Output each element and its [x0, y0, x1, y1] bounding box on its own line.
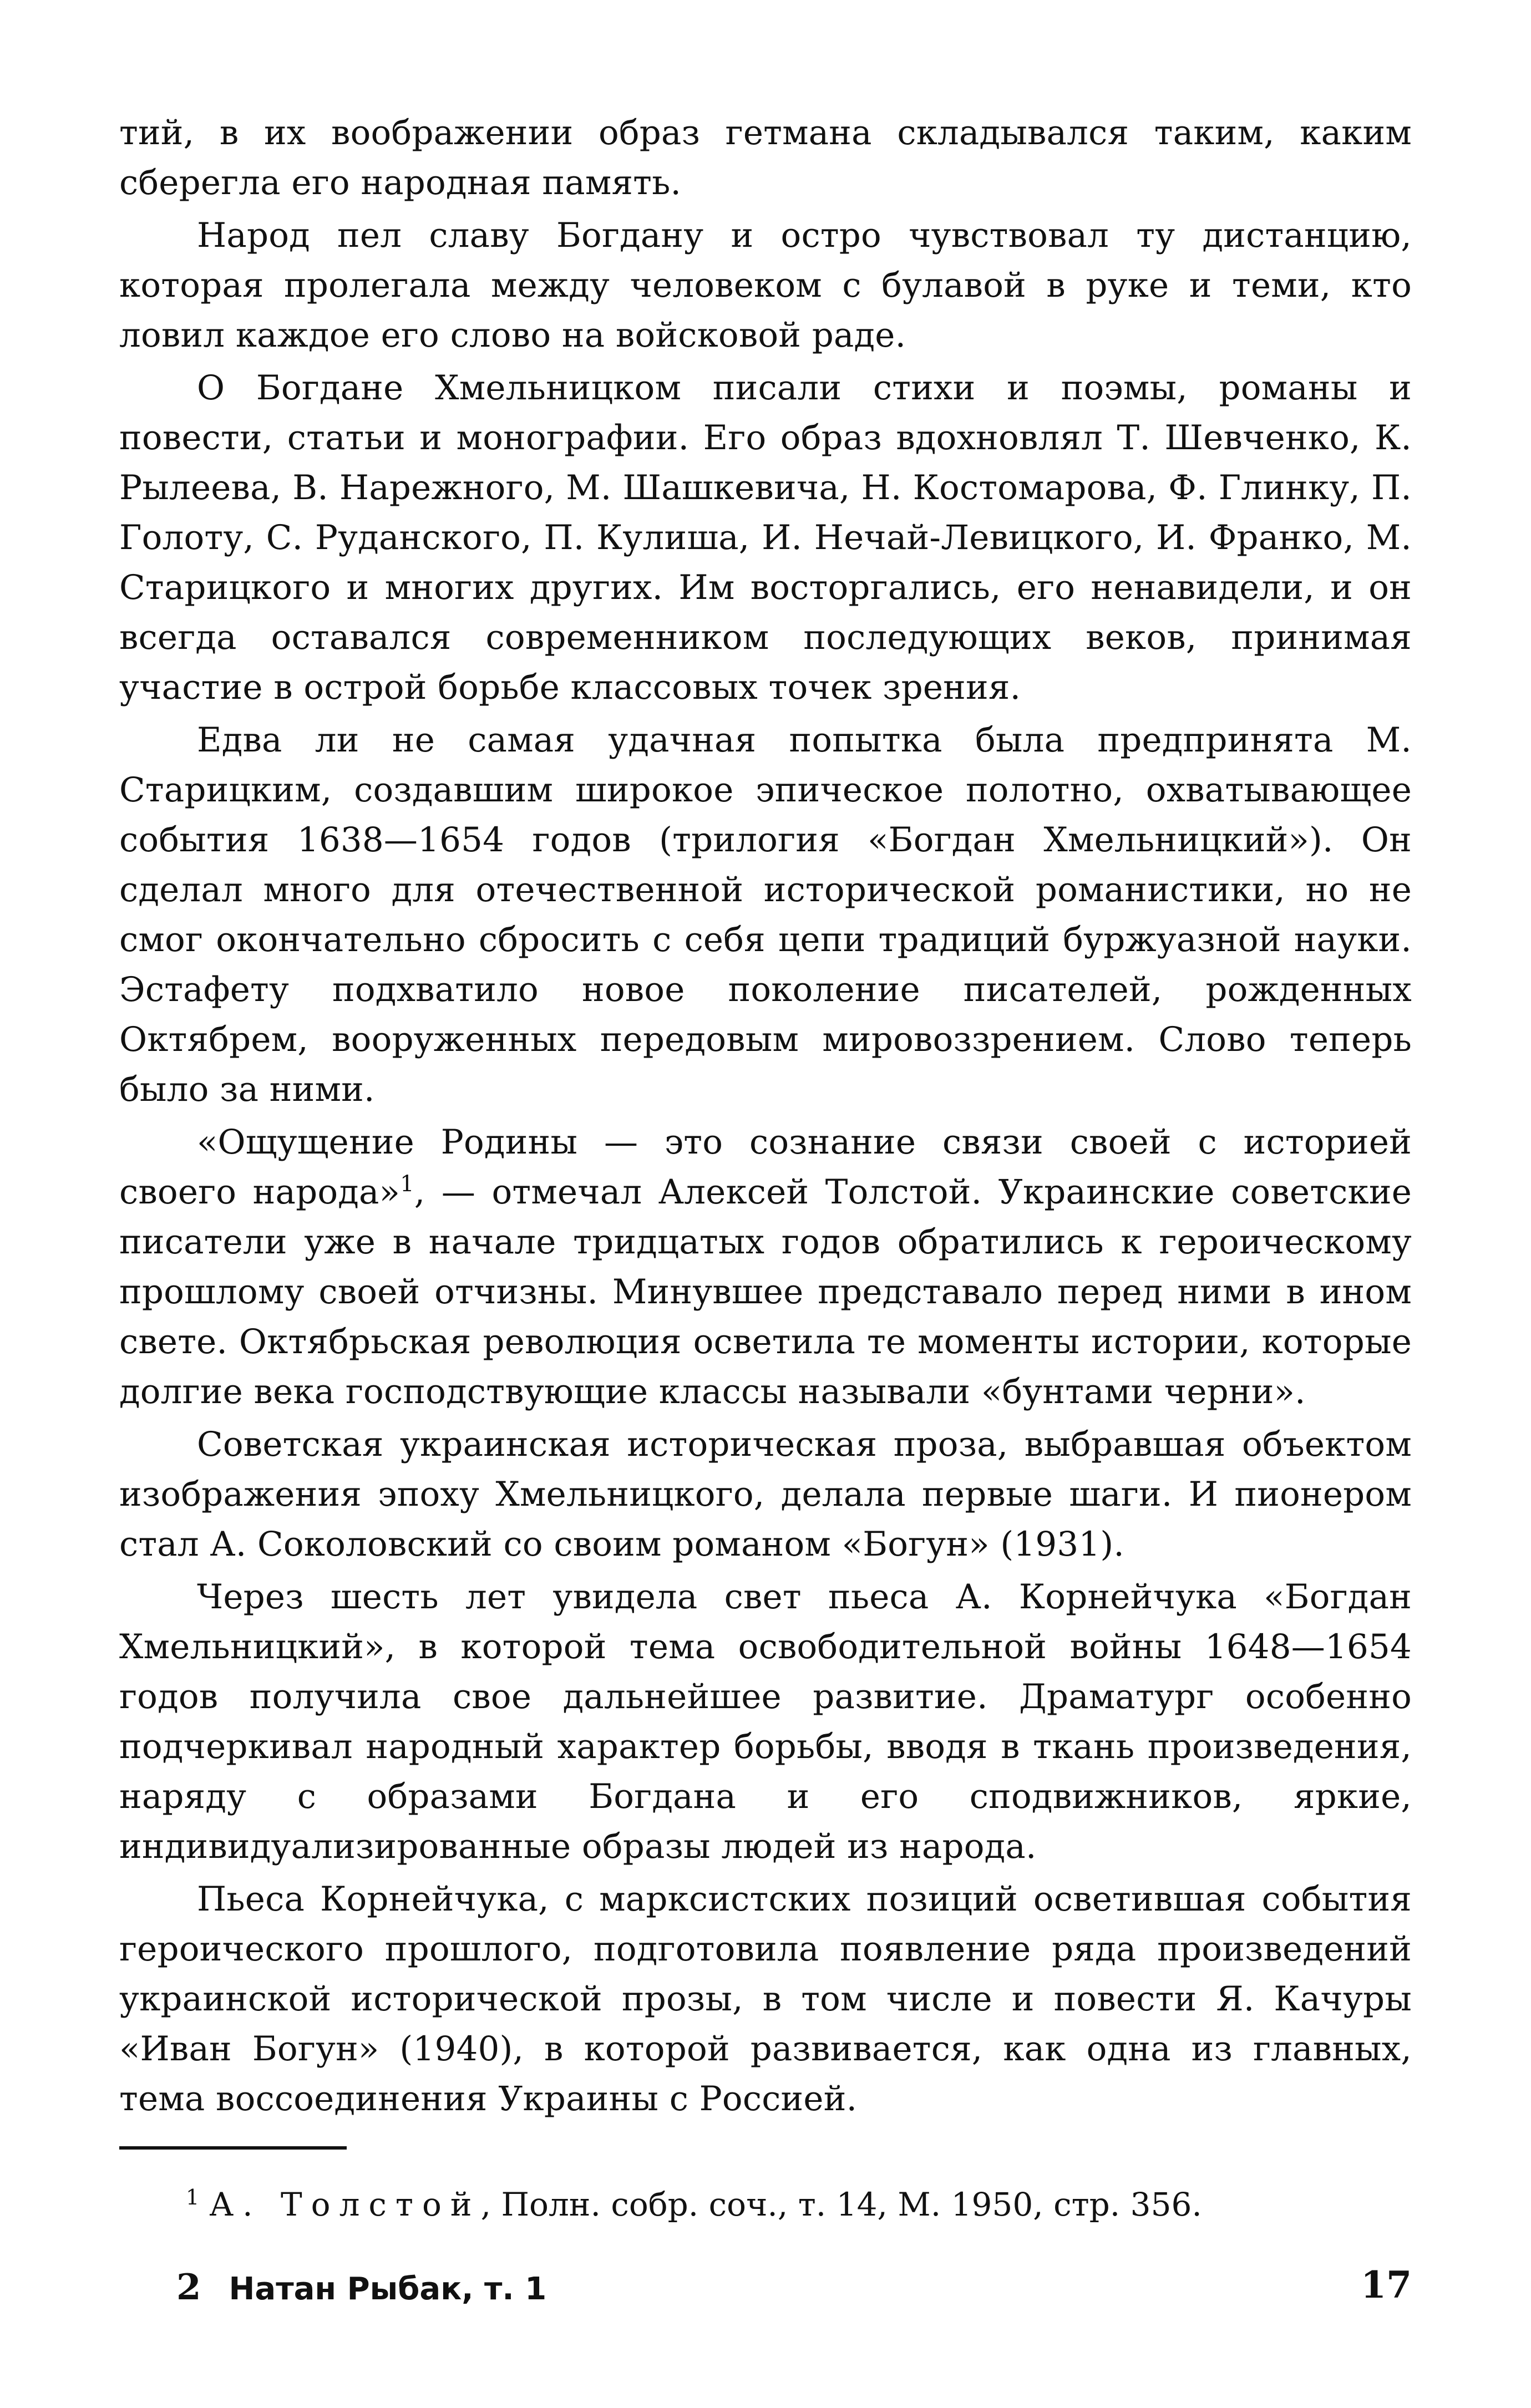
footnote-citation: , Полн. собр. соч., т. 14, М. 1950, стр. 356. [480, 2186, 1202, 2223]
page-number: 17 [1361, 2263, 1412, 2307]
signature-number: 2 [176, 2267, 201, 2308]
paragraph-continuation: тий, в их воображении образ гетмана складывался таким, каким сберегла его народная память. [119, 113, 1412, 202]
paragraph-korneichuk-legacy: Пьеса Корнейчука, с марксистских позиций осветившая события героического прошлого, подготовила появление ряда произведений украинской исторической прозы, в том числе и повести Я. Качуры «Иван Богун» (1940), в которой развивается, как одна из главных, тема воссоединения Украины с Россией. [119, 1879, 1412, 2119]
paragraph-korneichuk-play: Через шесть лет увидела свет пьеса А. Корнейчука «Богдан Хмельницкий», в которой тема освободительной войны 1648—1654 годов получила свое дальнейшее развитие. Драматург особенно подчеркивал народный характер борьбы, вводя в ткань произведения, наряду с образами Богдана и его сподвижников, яркие, индивидуализированные образы людей из народа. [119, 1577, 1412, 1866]
footnote-marker: 1 [186, 2185, 200, 2209]
footnote-divider [119, 2146, 347, 2150]
paragraph-tolstoy-quote [119, 1117, 1412, 1417]
footnote [186, 2182, 1417, 2227]
paragraph-writers-list: О Богдане Хмельницком писали стихи и поэмы, романы и повести, статьи и монографии. Его образ вдохновлял Т. Шевченко, К. Рылеева, В. Нарежного, М. Шашкевича, Н. Костомарова, Ф. Глинку, П. Голоту, С. Руданского, П. Кулиша, И. Нечай-Левицкого, И. Франко, М. Старицкого и многих других. Им восторгались, его ненавидели, и он всегда оставался современником последующих веков, принимая участие в острой борьбе классовых точек зрения. [119, 368, 1412, 707]
footnote-reference: 1 [400, 1171, 414, 1197]
signature-text: Натан Рыбак, т. 1 [229, 2271, 547, 2307]
paragraph-sokolovsky: Советская украинская историческая проза, выбравшая объектом изображения эпоху Хмельницкого, делала первые шаги. И пионером стал А. Соколовский со своим романом «Богун» (1931). [119, 1425, 1412, 1564]
footnote-author: А. Толстой [209, 2186, 481, 2223]
paragraph-people-glory: Народ пел славу Богдану и остро чувствовал ту дистанцию, которая пролегала между человеком с булавой в руке и теми, кто ловил каждое его слово на войсковой раде. [119, 216, 1412, 355]
body-text [119, 108, 1412, 2127]
paragraph-staritsky: Едва ли не самая удачная попытка была предпринята М. Старицким, создавшим широкое эпическое полотно, охватывающее события 1638—1654 годов (трилогия «Богдан Хмельницкий»). Он сделал много для отечественной исторической романистики, но не смог окончательно сбросить с себя цепи традиций буржуазной науки. Эстафету подхватило новое поколение писателей, рожденных Октябрем, вооруженных передовым мировоззрением. Слово теперь было за ними. [119, 720, 1412, 1109]
quote-text: «Ощущение Родины — это сознание связи своей с историей своего народа» [119, 1122, 1412, 1212]
quote-continuation: , — отмечал Алексей Толстой. Украинские советские писатели уже в начале тридцатых годов обратились к героическому прошлому своей отчизны. Минувшее представало перед ними в ином свете. Октябрьская революция осветила те моменты истории, которые долгие века господствующие классы называли «бунтами черни». [119, 1172, 1412, 1411]
printer-signature [176, 2265, 546, 2312]
